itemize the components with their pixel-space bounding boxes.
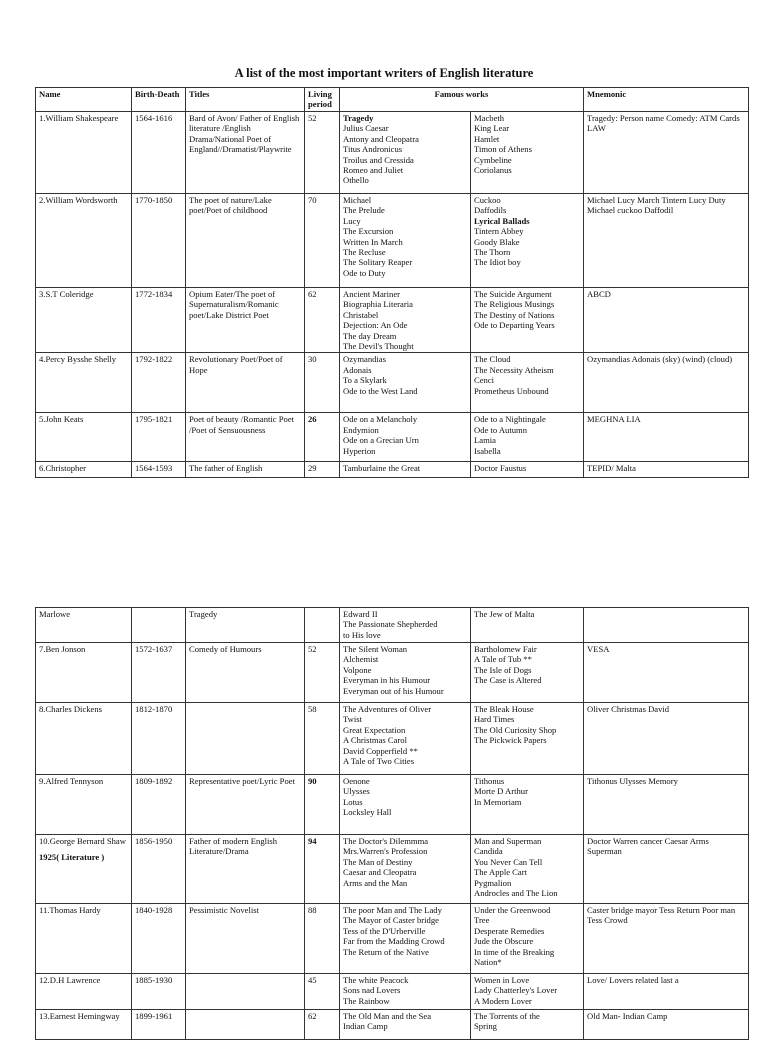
work-title: Daffodils [474, 205, 507, 216]
work-title: The Case is Altered [474, 675, 542, 686]
writer-titles [186, 703, 305, 775]
work-title: The Prelude [343, 205, 385, 216]
living-period: 45 [305, 974, 340, 1010]
work-title: Michael [343, 195, 372, 205]
work-title: Under the Greenwood [474, 905, 551, 915]
work-title: The Excursion [343, 226, 394, 237]
work-title: The Torrents of the [474, 1011, 540, 1021]
work-title: The Jew of Malta [474, 609, 535, 619]
work-title: Christabel [343, 309, 379, 320]
living-period: 62 [305, 1010, 340, 1040]
work-title: A Modern Lover [474, 995, 532, 1006]
mnemonic: Michael Lucy March Tintern Lucy Duty Michael cuckoo Daffodil [584, 194, 749, 288]
work-title: The poor Man and The Lady [343, 905, 442, 915]
page-title: A list of the most important writers of English literature [234, 66, 534, 80]
work-title: Ode on a Melancholy [343, 414, 418, 425]
work-title: Far from the Madding Crowd [343, 936, 445, 947]
work-title: Hamlet [474, 133, 500, 144]
writer-titles: The poet of nature/Lake poet/Poet of childhood [186, 194, 305, 288]
living-period [305, 608, 340, 643]
famous-works-col-1 [340, 288, 471, 353]
work-title: The Recluse [343, 247, 386, 258]
work-title: The Mayor of Caster bridge [343, 915, 439, 926]
writer-note: 1925( Literature ) [39, 852, 105, 863]
writer-name: 8.Charles Dickens [36, 703, 132, 775]
work-title: Androcles and The Lion [474, 888, 558, 899]
work-title: Goody Blake [474, 236, 520, 247]
mnemonic [584, 608, 749, 643]
table-row [36, 1010, 749, 1040]
work-title: Tess of the D'Urberville [343, 925, 426, 936]
famous-works-col-1 [340, 904, 471, 974]
birth-death: 1770-1850 [132, 194, 186, 288]
work-title: Tithonus [474, 776, 505, 786]
work-title: Antony and Cleopatra [343, 133, 419, 144]
work-title: Cenci [474, 375, 495, 386]
work-title: Ancient Mariner [343, 289, 401, 299]
living-period: 29 [305, 462, 340, 478]
famous-works-col-2 [471, 703, 584, 775]
table-row [36, 608, 749, 643]
work-title: Everyman in his Humour [343, 675, 431, 686]
famous-works-col-2 [471, 835, 584, 904]
writer-titles: Tragedy [186, 608, 305, 643]
page-break [0, 480, 768, 608]
birth-death: 1809-1892 [132, 775, 186, 835]
work-title: The day Dream [343, 330, 397, 341]
work-title: Ozymandias [343, 354, 386, 365]
famous-works-col-2 [471, 288, 584, 353]
work-title: Ode to the West Land [343, 385, 418, 396]
work-title: Great Expectation [343, 724, 406, 735]
work-title: Julius Caesar [343, 123, 389, 134]
writer-name: 12.D.H Lawrence [36, 974, 132, 1010]
table-row [36, 112, 749, 194]
header-famous-works: Famous works [340, 88, 584, 112]
famous-works-col-2 [471, 413, 584, 462]
work-title: Jude the Obscure [474, 936, 534, 947]
table-row [36, 904, 749, 974]
writer-titles: Father of modern English Literature/Drama [186, 835, 305, 904]
table-body-part-2 [36, 608, 749, 1040]
famous-works-col-1 [340, 413, 471, 462]
famous-works-col-1 [340, 194, 471, 288]
work-title: The white Peacock [343, 975, 409, 985]
work-title: The Old Curiosity Shop [474, 724, 557, 735]
work-title: The Idiot boy [474, 257, 521, 268]
work-title: The Necessity Atheism [474, 364, 554, 375]
work-title: Ode to Duty [343, 267, 386, 278]
work-title: The Adventures of Oliver [343, 704, 432, 714]
living-period: 52 [305, 643, 340, 703]
birth-death [132, 608, 186, 643]
work-title: Morte D Arthur [474, 786, 528, 797]
header-mnemonic: Mnemonic [584, 88, 749, 112]
work-title: The Solitary Reaper [343, 257, 413, 268]
work-title: The Man of Destiny [343, 856, 413, 867]
work-title: Doctor Faustus [474, 463, 527, 474]
writer-name: 9.Alfred Tennyson [36, 775, 132, 835]
work-title: Desperate Remedies [474, 925, 545, 936]
writer-titles: Bard of Avon/ Father of English literature /English Drama/National Poet of England//Dramatist/Playwrite [186, 112, 305, 194]
writer-titles: Revolutionary Poet/Poet of Hope [186, 353, 305, 413]
famous-works-col-2 [471, 608, 584, 643]
work-title: Mrs.Warren's Profession [343, 846, 428, 857]
table-row [36, 835, 749, 904]
work-title: Sons nad Lovers [343, 985, 401, 996]
work-title: The Rainbow [343, 995, 390, 1006]
writer-titles: Poet of beauty /Romantic Poet /Poet of Sensuousness [186, 413, 305, 462]
birth-death: 1812-1870 [132, 703, 186, 775]
work-title: Ode on a Grecian Urn [343, 435, 419, 446]
work-title: Dejection: An Ode [343, 320, 408, 331]
famous-works-col-1 [340, 974, 471, 1010]
work-title: Biographia Literaria [343, 299, 413, 310]
work-title: The Silent Woman [343, 644, 408, 654]
table-row [36, 288, 749, 353]
table-row [36, 194, 749, 288]
work-title: The Apple Cart [474, 867, 527, 878]
work-title: Lamia [474, 435, 496, 446]
work-title: You Never Can Tell [474, 856, 543, 867]
work-title: The Old Man and the Sea [343, 1011, 432, 1021]
table-row [36, 703, 749, 775]
work-title: Tree [474, 915, 490, 926]
work-title: The Pickwick Papers [474, 735, 547, 746]
mnemonic: ABCD [584, 288, 749, 353]
work-title: Ode to Autumn [474, 424, 527, 435]
birth-death: 1840-1928 [132, 904, 186, 974]
writer-name: 3.S.T Coleridge [36, 288, 132, 353]
work-title: Alchemist [343, 654, 379, 665]
famous-works-col-1 [340, 608, 471, 643]
mnemonic: MEGHNA LIA [584, 413, 749, 462]
mnemonic: Tithonus Ulysses Memory [584, 775, 749, 835]
work-title: David Copperfield ** [343, 745, 418, 756]
writer-name: 11.Thomas Hardy [36, 904, 132, 974]
writer-name: Marlowe [36, 608, 132, 643]
famous-works-col-2 [471, 643, 584, 703]
work-title: Timon of Athens [474, 144, 532, 155]
table-row [36, 462, 749, 478]
birth-death: 1792-1822 [132, 353, 186, 413]
work-title: The Destiny of Nations [474, 309, 555, 320]
writer-titles: The father of English [186, 462, 305, 478]
work-title: A Tale of Two Cities [343, 756, 415, 767]
work-title: King Lear [474, 123, 510, 134]
work-title: Macbeth [474, 113, 505, 123]
work-title: The Doctor's Dilemmma [343, 836, 429, 846]
table-row [36, 775, 749, 835]
work-title: Spring [474, 1021, 497, 1032]
living-period: 30 [305, 353, 340, 413]
work-title: Ode to Departing Years [474, 320, 555, 331]
work-title: Adonais [343, 364, 372, 375]
living-period: 62 [305, 288, 340, 353]
work-title: Caesar and Cleopatra [343, 867, 417, 878]
living-period: 88 [305, 904, 340, 974]
writer-titles: Pessimistic Novelist [186, 904, 305, 974]
birth-death: 1885-1930 [132, 974, 186, 1010]
writer-name: 4.Percy Bysshe Shelly [36, 353, 132, 413]
work-title: The Suicide Argument [474, 289, 552, 299]
work-title: To a Skylark [343, 375, 387, 386]
work-title: Ode to a Nightingale [474, 414, 546, 425]
header-living-period: Living period [305, 88, 340, 112]
work-title: A Tale of Tub ** [474, 654, 532, 665]
work-title: Cymbeline [474, 154, 512, 165]
writers-table-part-2 [35, 607, 749, 1040]
famous-works-col-1 [340, 775, 471, 835]
famous-works-col-2 [471, 462, 584, 478]
table-row [36, 974, 749, 1010]
work-title: The Passionate Shepherded [343, 619, 438, 630]
work-title: Locksley Hall [343, 807, 392, 818]
table-row [36, 413, 749, 462]
writer-titles: Representative poet/Lyric Poet [186, 775, 305, 835]
work-title: Lotus [343, 796, 363, 807]
famous-works-col-1 [340, 643, 471, 703]
writer-titles [186, 1010, 305, 1040]
writer-name: 7.Ben Jonson [36, 643, 132, 703]
birth-death: 1772-1834 [132, 288, 186, 353]
living-period: 58 [305, 703, 340, 775]
header-name: Name [36, 88, 132, 112]
work-title: The Cloud [474, 354, 511, 365]
birth-death: 1795-1821 [132, 413, 186, 462]
famous-works-col-2 [471, 974, 584, 1010]
famous-works-col-1 [340, 353, 471, 413]
work-title: Hard Times [474, 714, 515, 725]
work-title: Prometheus Unbound [474, 385, 549, 396]
work-title: Tamburlaine the Great [343, 463, 421, 474]
writer-name: 13.Earnest Hemingway [36, 1010, 132, 1040]
work-title: The Return of the Native [343, 946, 429, 957]
famous-works-col-2 [471, 353, 584, 413]
famous-works-col-2 [471, 112, 584, 194]
mnemonic: Old Man- Indian Camp [584, 1010, 749, 1040]
living-period: 94 [305, 835, 340, 904]
living-period: 90 [305, 775, 340, 835]
mnemonic: Love/ Lovers related last a [584, 974, 749, 1010]
work-title: to His love [343, 629, 381, 640]
writer-titles [186, 974, 305, 1010]
header-row [36, 88, 749, 112]
writer-titles: Comedy of Humours [186, 643, 305, 703]
mnemonic: Caster bridge mayor Tess Return Poor man Tess Crowd [584, 904, 749, 974]
work-title: Volpone [343, 664, 372, 675]
work-title: Cuckoo [474, 195, 501, 205]
work-title: The Devil's Thought [343, 341, 414, 352]
mnemonic: VESA [584, 643, 749, 703]
mnemonic: Tragedy: Person name Comedy: ATM Cards LAW [584, 112, 749, 194]
work-title: Nation* [474, 957, 502, 968]
mnemonic: Oliver Christmas David [584, 703, 749, 775]
work-title: Lyrical Ballads [474, 215, 530, 226]
writer-name: 1.William Shakespeare [36, 112, 132, 194]
work-title: Endymion [343, 424, 379, 435]
work-title: Twist [343, 714, 362, 725]
work-title: Lucy [343, 215, 361, 226]
living-period: 52 [305, 112, 340, 194]
work-title: Bartholomew Fair [474, 644, 537, 654]
famous-works-col-2 [471, 775, 584, 835]
work-title: In time of the Breaking [474, 946, 555, 957]
work-title: Tragedy [343, 113, 374, 123]
work-title: Tintern Abbey [474, 226, 524, 237]
famous-works-col-2 [471, 904, 584, 974]
work-title: The Bleak House [474, 704, 534, 714]
header-titles: Titles [186, 88, 305, 112]
famous-works-col-1 [340, 1010, 471, 1040]
living-period: 70 [305, 194, 340, 288]
work-title: The Isle of Dogs [474, 664, 532, 675]
work-title: Candida [474, 846, 503, 857]
table-row [36, 353, 749, 413]
work-title: Pygmalion [474, 877, 512, 888]
work-title: Edward II [343, 609, 378, 619]
writer-name: 6.Christopher [36, 462, 132, 478]
work-title: Women in Love [474, 975, 530, 985]
work-title: Oenone [343, 776, 370, 786]
mnemonic: Doctor Warren cancer Caesar Arms Superman [584, 835, 749, 904]
work-title: Romeo and Juliet [343, 165, 404, 176]
birth-death: 1899-1961 [132, 1010, 186, 1040]
work-title: The Religious Musings [474, 299, 555, 310]
birth-death: 1572-1637 [132, 643, 186, 703]
work-title: Arms and the Man [343, 877, 408, 888]
birth-death: 1564-1616 [132, 112, 186, 194]
mnemonic: Ozymandias Adonais (sky) (wind) (cloud) [584, 353, 749, 413]
work-title: A Christmas Carol [343, 735, 407, 746]
work-title: Everyman out of his Humour [343, 685, 444, 696]
writer-name: 5.John Keats [36, 413, 132, 462]
work-title: Ulysses [343, 786, 370, 797]
table-row [36, 643, 749, 703]
work-title: Troilus and Cressida [343, 154, 414, 165]
header-birth-death: Birth-Death [132, 88, 186, 112]
famous-works-col-2 [471, 1010, 584, 1040]
birth-death: 1856-1950 [132, 835, 186, 904]
work-title: Indian Camp [343, 1021, 388, 1032]
writer-name: 10.George Bernard Shaw 1925( Literature ) [36, 835, 132, 904]
table-body-part-1 [36, 112, 749, 478]
work-title: Isabella [474, 445, 501, 456]
famous-works-col-1 [340, 703, 471, 775]
famous-works-col-2 [471, 194, 584, 288]
writer-name: 2.William Wordsworth [36, 194, 132, 288]
mnemonic: TEPID/ Malta [584, 462, 749, 478]
work-title: Man and Superman [474, 836, 542, 846]
work-title: In Memoriam [474, 796, 522, 807]
birth-death: 1564-1593 [132, 462, 186, 478]
work-title: Hyperion [343, 445, 376, 456]
writer-titles: Opium Eater/The poet of Supernaturalism/Romanic poet/Lake District Poet [186, 288, 305, 353]
work-title: Lady Chatterley's Lover [474, 985, 558, 996]
writers-table-part-1 [35, 87, 749, 478]
work-title: Titus Andronicus [343, 144, 403, 155]
work-title: Othello [343, 175, 369, 186]
famous-works-col-1 [340, 462, 471, 478]
living-period: 26 [305, 413, 340, 462]
famous-works-col-1 [340, 835, 471, 904]
work-title: The Thorn [474, 247, 511, 258]
famous-works-col-1 [340, 112, 471, 194]
work-title: Written In March [343, 236, 403, 247]
work-title: Coriolanus [474, 165, 512, 176]
